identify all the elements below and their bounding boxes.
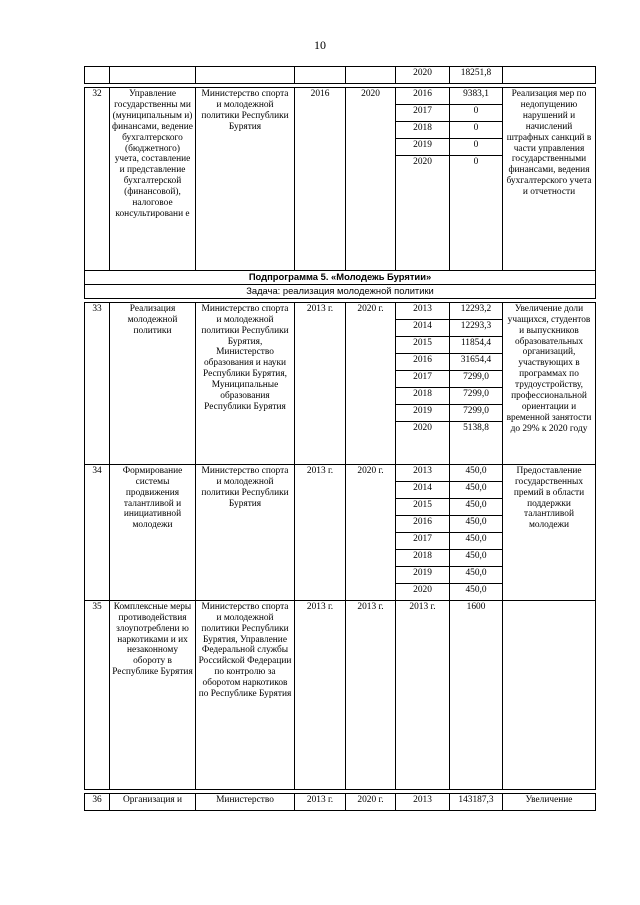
year-cell: 2016	[396, 515, 450, 532]
amount-cell: 450,0	[450, 583, 503, 600]
table-row	[85, 302, 596, 319]
amount-cell: 12293,2	[450, 302, 503, 319]
amount-cell: 7299,0	[450, 387, 503, 404]
year-cell: 2013	[396, 793, 450, 810]
year-cell: 2018	[396, 549, 450, 566]
program-table	[84, 66, 596, 811]
end-year: 2020 г.	[346, 793, 396, 810]
expected-result: Увеличение	[503, 793, 596, 810]
expected-result: Увеличение доли учащихся, студентов и выпускников образовательных организаций, участвующих в программах по трудоустройству, профессиональной ориентации и временной занятости до 29% к 2020 году	[503, 302, 596, 464]
executor: Министерство спорта и молодежной политики Республики Бурятия, Министерство образования и науки Республики Бурятия, Муниципальные образования Республики Бурятия	[196, 302, 295, 464]
amount-cell: 5138,8	[450, 421, 503, 464]
amount-cell: 450,0	[450, 566, 503, 583]
amount-cell: 450,0	[450, 532, 503, 549]
amount-cell: 12293,3	[450, 319, 503, 336]
task-row	[85, 284, 596, 298]
year-cell: 2013	[396, 302, 450, 319]
start-year: 2013 г.	[295, 600, 346, 789]
task-title: Задача: реализация молодежной политики	[85, 284, 596, 298]
start-year: 2013 г.	[295, 793, 346, 810]
amount-cell: 0	[450, 139, 503, 156]
end-year: 2020 г.	[346, 302, 396, 464]
year-cell: 2014	[396, 319, 450, 336]
year-cell: 2020	[396, 156, 450, 271]
year-cell: 2018	[396, 387, 450, 404]
amount-cell: 0	[450, 122, 503, 139]
year-cell: 2017	[396, 370, 450, 387]
subprogram-title: Подпрограмма 5. «Молодежь Бурятии»	[85, 271, 596, 285]
start-year: 2013 г.	[295, 302, 346, 464]
measure-name: Управление государственны ми (муниципальным и) финансами, ведение бухгалтерского (бюджетного) учета, составление и представление бухгалтерской (финансовой), налоговое консультировани е	[110, 88, 196, 271]
measure-name: Организация и	[110, 793, 196, 810]
row-number: 33	[85, 302, 110, 464]
start-year: 2016	[295, 88, 346, 271]
row-number: 34	[85, 464, 110, 600]
year-cell: 2016	[396, 353, 450, 370]
table-row	[85, 88, 596, 105]
amount-cell: 1600	[450, 600, 503, 789]
row-number: 35	[85, 600, 110, 789]
amount-cell: 450,0	[450, 549, 503, 566]
year-cell: 2020	[396, 583, 450, 600]
row-number: 32	[85, 88, 110, 271]
year-cell: 2019	[396, 404, 450, 421]
amount-cell: 450,0	[450, 481, 503, 498]
year-cell: 2017	[396, 532, 450, 549]
measure-name: Формирование системы продвижения талантливой и инициативной молодежи	[110, 464, 196, 600]
year-cell: 2015	[396, 336, 450, 353]
executor: Министерство	[196, 793, 295, 810]
row-number: 36	[85, 793, 110, 810]
expected-result	[503, 600, 596, 789]
end-year: 2020	[346, 88, 396, 271]
end-year: 2020 г.	[346, 464, 396, 600]
amount-cell: 18251,8	[450, 67, 503, 84]
table-row	[85, 793, 596, 810]
start-year: 2013 г.	[295, 464, 346, 600]
table-row	[85, 464, 596, 481]
executor: Министерство спорта и молодежной политики Республики Бурятия	[196, 88, 295, 271]
expected-result: Реализация мер по недопущению нарушений и начислений штрафных санкций в части управления государственными финансами, ведения бухгалтерского учета и отчетности	[503, 88, 596, 271]
table-row	[85, 67, 596, 84]
year-cell: 2017	[396, 105, 450, 122]
amount-cell: 143187,3	[450, 793, 503, 810]
year-cell: 2020	[396, 67, 450, 84]
expected-result: Предоставление государственных премий в области поддержки талантливой молодежи	[503, 464, 596, 600]
amount-cell: 0	[450, 105, 503, 122]
year-cell: 2014	[396, 481, 450, 498]
amount-cell: 31654,4	[450, 353, 503, 370]
amount-cell: 450,0	[450, 515, 503, 532]
year-cell: 2019	[396, 566, 450, 583]
page-number: 10	[314, 38, 326, 52]
year-cell: 2015	[396, 498, 450, 515]
measure-name: Реализация молодежной политики	[110, 302, 196, 464]
end-year: 2013 г.	[346, 600, 396, 789]
amount-cell: 450,0	[450, 464, 503, 481]
amount-cell: 9383,1	[450, 88, 503, 105]
amount-cell: 7299,0	[450, 370, 503, 387]
year-cell: 2013	[396, 464, 450, 481]
measure-name: Комплексные меры противодействия злоупотреблени ю наркотиками и их незаконному обороту в Республике Бурятия	[110, 600, 196, 789]
amount-cell: 0	[450, 156, 503, 271]
amount-cell: 7299,0	[450, 404, 503, 421]
subprogram-row	[85, 271, 596, 285]
amount-cell: 450,0	[450, 498, 503, 515]
executor: Министерство спорта и молодежной политики Республики Бурятия, Управление Федеральной службы Российской Федерации по контролю за оборотом наркотиков по Республике Бурятия	[196, 600, 295, 789]
year-cell: 2019	[396, 139, 450, 156]
executor: Министерство спорта и молодежной политики Республики Бурятия	[196, 464, 295, 600]
year-cell: 2016	[396, 88, 450, 105]
year-cell: 2018	[396, 122, 450, 139]
amount-cell: 11854,4	[450, 336, 503, 353]
table-row	[85, 600, 596, 789]
year-cell: 2013 г.	[396, 600, 450, 789]
year-cell: 2020	[396, 421, 450, 464]
